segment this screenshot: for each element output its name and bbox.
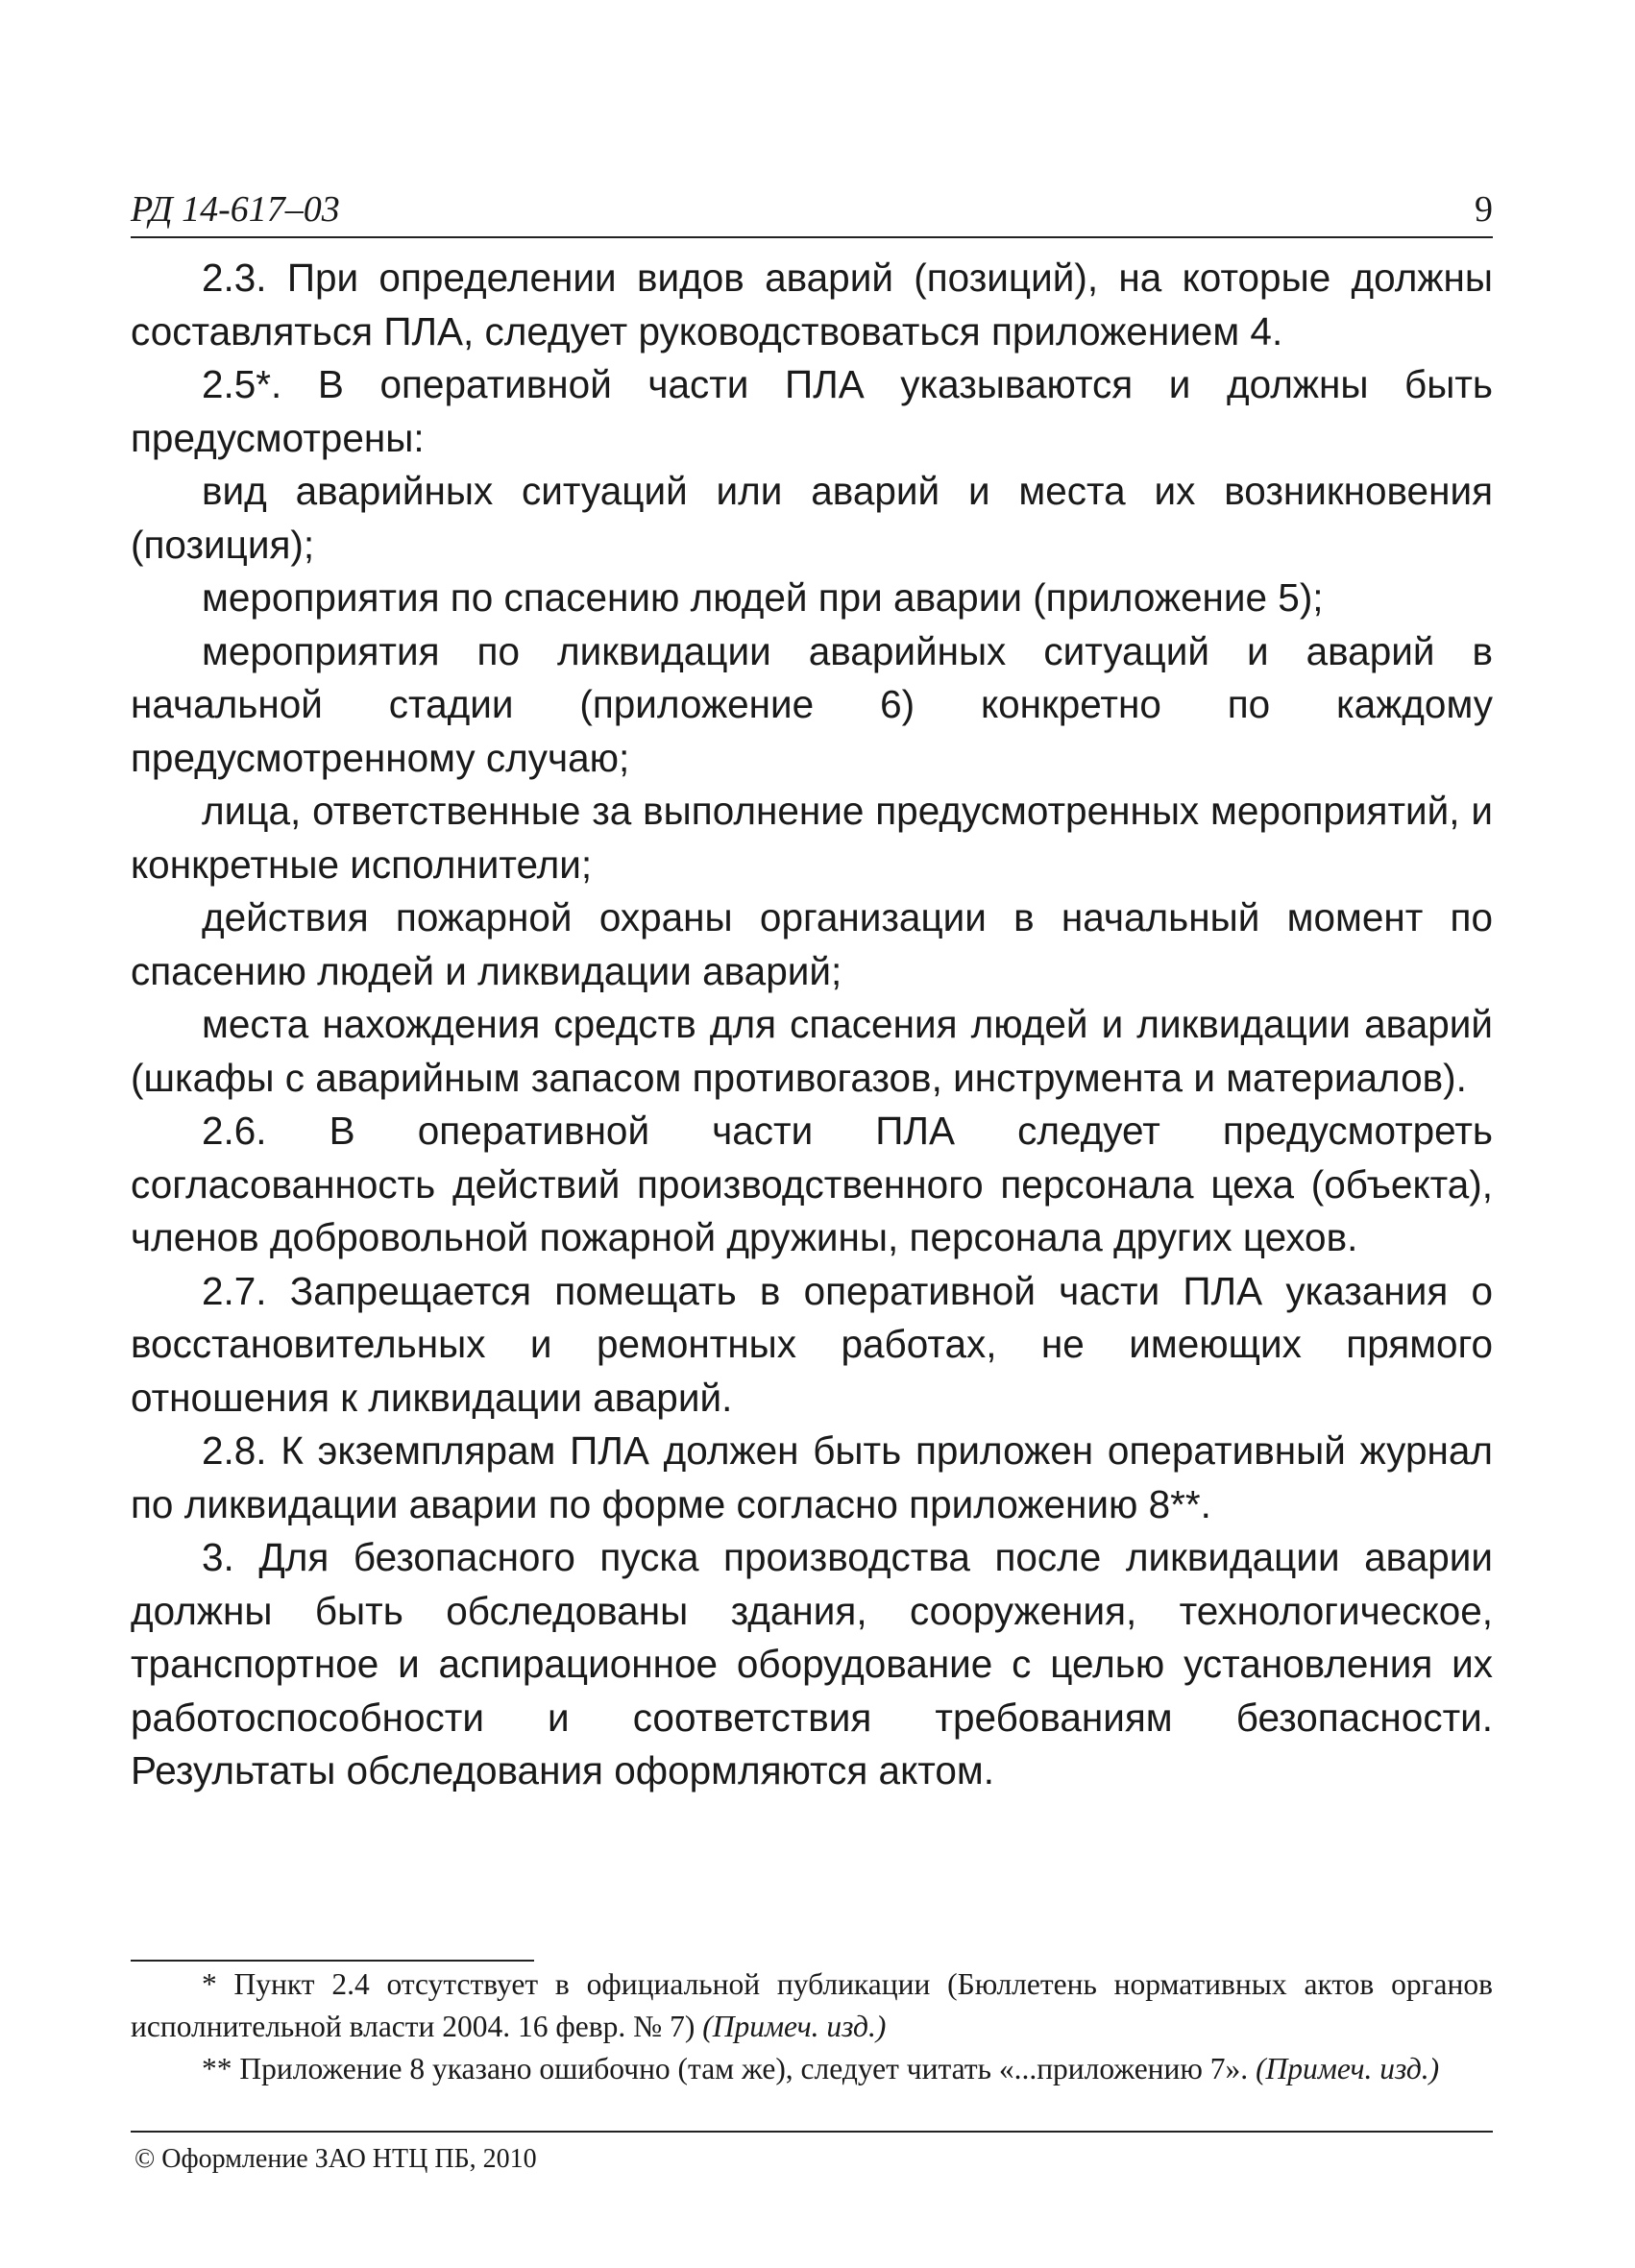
document-code: РД 14-617–03 [131,189,340,230]
main-text [131,252,1493,1798]
paragraph-2-6: 2.6. В оперативной части ПЛА следует предусмотреть согласованность действий производственного персонала цеха (объекта), членов добровольной пожарной дружины, персонала других цехов. [131,1109,1493,1259]
copyright-line: © Оформление ЗАО НТЦ ПБ, 2010 [134,2144,537,2174]
footnote-rule [131,1960,534,1962]
footnote-1 [131,1963,1493,2048]
bottom-rule [131,2131,1493,2133]
paragraph-2-3: 2.3. При определении видов аварий (позиций), на которые должны составляться ПЛА, следует руководствоваться приложением 4. [131,256,1493,354]
list-item: мероприятия по ликвидации аварийных ситуаций и аварий в начальной стадии (приложение 6) конкретно по каждому предусмотренному случаю; [131,628,1493,780]
page-number: 9 [1475,189,1493,230]
list-item: лица, ответственные за выполнение предусмотренных мероприятий, и конкретные исполнители; [131,789,1493,887]
footnote-2 [131,2048,1493,2090]
list-item: мероприятия по спасению людей при аварии (приложение 5); [202,575,1324,620]
paragraph-3: 3. Для безопасного пуска производства после ликвидации аварии должны быть обследованы здания, сооружения, технологическое, транспортное и аспирационное оборудование с целью установления их работоспособности и соответствия требованиям безопасности. Результаты обследования оформляются актом. [131,1535,1493,1792]
footnotes [131,1963,1493,2090]
list-item: места нахождения средств для спасения людей и ликвидации аварий (шкафы с аварийным запасом противогазов, инструмента и материалов). [131,1002,1493,1100]
footnote-1-text: * Пункт 2.4 отсутствует в официальной публикации (Бюллетень нормативных актов органов исполнительной власти 2004. 16 февр. № 7) [131,1967,1493,2043]
paragraph-2-5: 2.5*. В оперативной части ПЛА указываются и должны быть предусмотрены: [131,362,1493,460]
list-item: вид аварийных ситуаций или аварий и места их возникновения (позиция); [131,469,1493,567]
paragraph-2-7: 2.7. Запрещается помещать в оперативной части ПЛА указания о восстановительных и ремонтных работах, не имеющих прямого отношения к ликвидации аварий. [131,1268,1493,1420]
footnote-2-text: ** Приложение 8 указано ошибочно (там же), следует читать «...приложению 7». [202,2052,1257,2085]
paragraph-2-8: 2.8. К экземплярам ПЛА должен быть приложен оперативный журнал по ликвидации аварии по форме согласно приложению 8**. [131,1428,1493,1526]
running-header [131,188,1493,238]
footnote-2-note: (Примеч. изд.) [1256,2052,1440,2085]
header-rule [131,236,1493,238]
footnote-1-note: (Примеч. изд.) [702,2010,887,2043]
list-item: действия пожарной охраны организации в начальный момент по спасению людей и ликвидации аварий; [131,895,1493,993]
